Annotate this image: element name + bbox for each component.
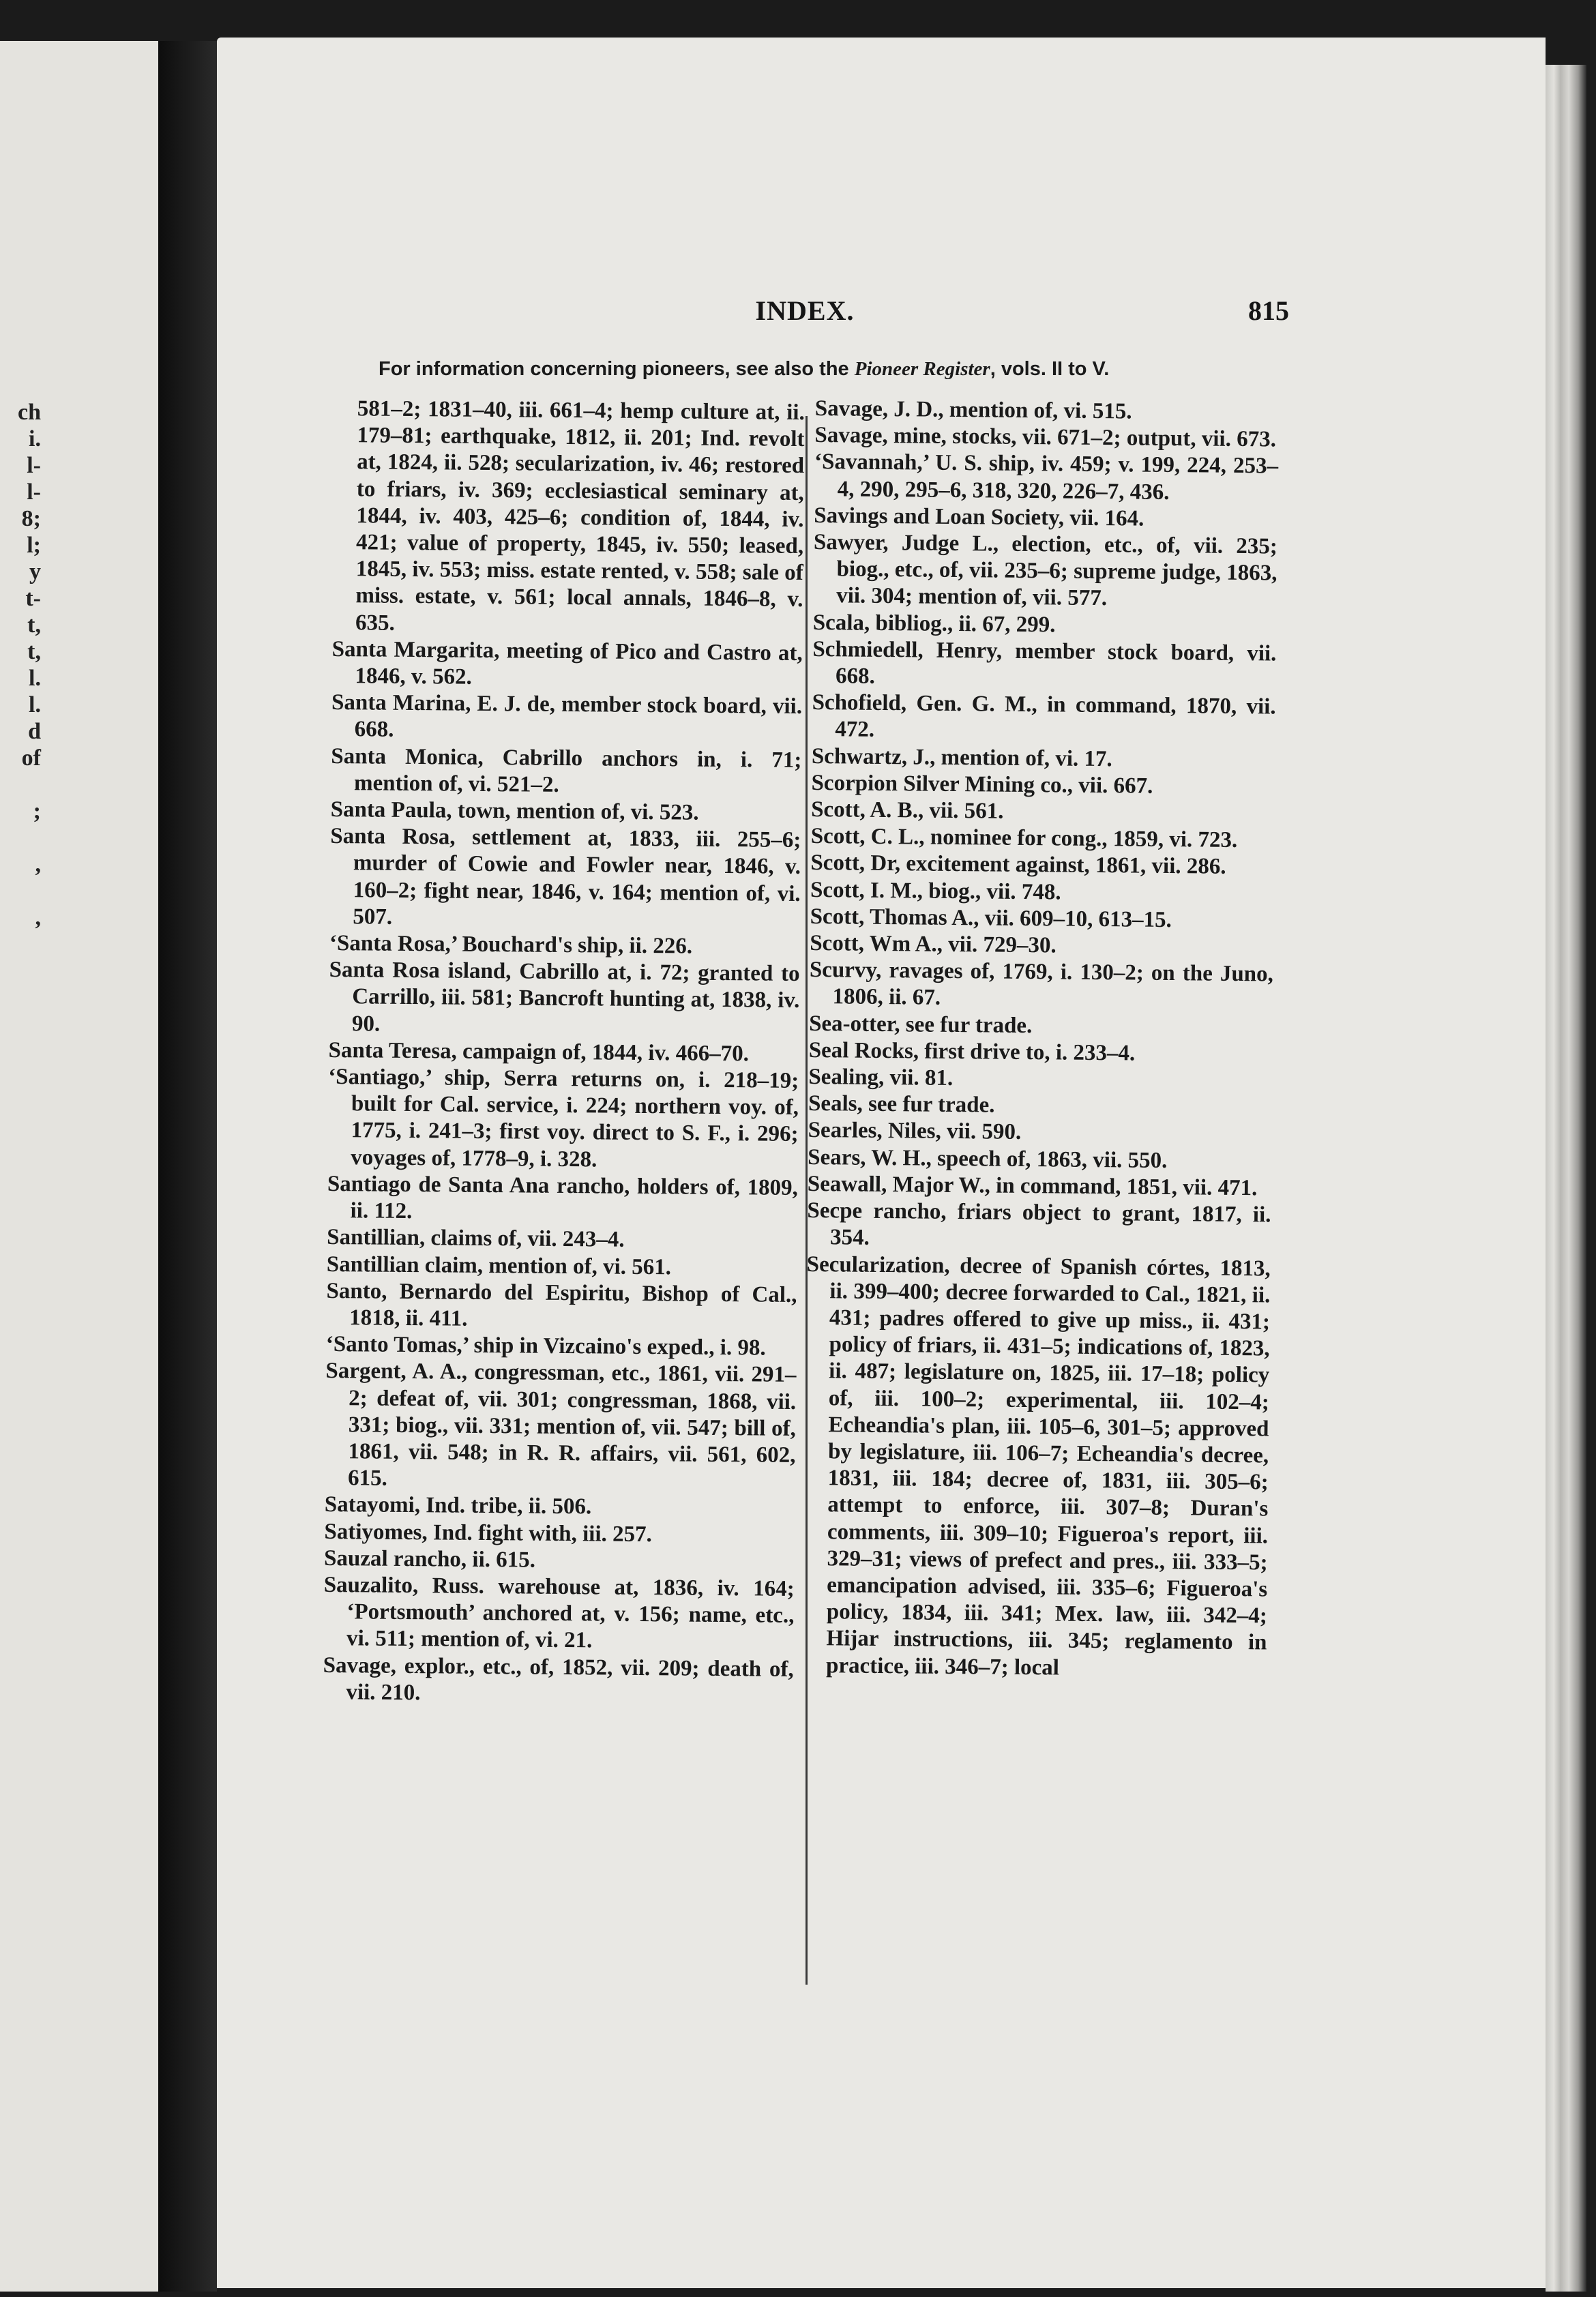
left-fragment: l- [27, 479, 41, 505]
page-title: INDEX. [755, 295, 855, 326]
index-entry: Sawyer, Judge L., election, etc., of, vii. 235; biog., etc., of, vii. 235–6; supreme judge, 1863, vii. 304; mention of, vii. 577. [813, 530, 1278, 611]
index-entry: Sea-otter, see fur trade. [808, 1011, 1033, 1038]
index-entry: Santo, Bernardo del Espiritu, Bishop of Cal., 1818, ii. 411. [326, 1278, 797, 1331]
page-edge [1546, 65, 1586, 2292]
left-fragment: i. [29, 426, 41, 451]
notice-suffix: , vols. II to V. [990, 358, 1110, 380]
index-entry: Scott, I. M., biog., vii. 748. [810, 877, 1061, 905]
index-entry: Santa Monica, Cabrillo anchors in, i. 71; mention of, vi. 521–2. [331, 743, 802, 797]
index-column-right [803, 396, 1279, 1683]
left-fragment: l; [27, 533, 41, 558]
index-entry: Sargent, A. A., congressman, etc., 1861, vii. 291–2; defeat of, vii. 301; congressman, 1868, vii. 331; biog., vii. 331; mention of, vii. 547; bill of, 1861, vii. 548; in R. R. affairs, vii. 561, 602, 615. [325, 1359, 797, 1491]
index-entry: Seal Rocks, first drive to, i. 233–4. [808, 1037, 1136, 1066]
index-entry: Savage, J. D., mention of, vi. 515. [814, 396, 1132, 424]
index-column-left [323, 396, 805, 1710]
index-entry: Scott, Thomas A., vii. 609–10, 613–15. [810, 904, 1172, 932]
index-entry: Scott, Wm A., vii. 729–30. [810, 931, 1056, 958]
index-entry: Santa Rosa, settlement at, 1833, iii. 255–6; murder of Cowie and Fowler near, 1846, v. 160–2; fight near, 1846, v. 164; mention of, vi. 507. [330, 824, 801, 930]
index-entry: Scala, bibliog., ii. 67, 299. [812, 610, 1056, 638]
left-fragment: l- [27, 453, 41, 478]
left-fragment: d [28, 719, 41, 744]
index-entry: Satayomi, Ind. tribe, ii. 506. [324, 1492, 592, 1520]
index-entry: Santillian, claims of, vii. 243–4. [327, 1225, 625, 1253]
pioneer-register-notice [379, 358, 1265, 381]
index-entry: Savings and Loan Society, vii. 164. [814, 503, 1144, 531]
index-entry: Scorpion Silver Mining co., vii. 667. [811, 770, 1153, 799]
index-entry: Santiago de Santa Ana rancho, holders of, 1809, ii. 112. [327, 1171, 799, 1224]
index-entry: Santa Teresa, campaign of, 1844, iv. 466–70. [328, 1037, 750, 1067]
left-fragment: , [35, 905, 41, 930]
notice-prefix: For information concerning pioneers, see also the [379, 358, 855, 380]
index-entry: 581–2; 1831–40, iii. 661–4; hemp culture at, ii. 179–81; earthquake, 1812, ii. 201; Ind. revolt at, 1824, ii. 528; secularization, iv. 46; restored to friars, iv. 369; ecclesiastical seminary at, 1844, iv. 403, 425–6; condition of, 1844, iv. 421; value of property, 1845, iv. 550; leased, 1845, iv. 553; miss. estate rented, v. 558; sale of miss. estate, v. 561; local annals, 1846–8, v. 635. [355, 396, 805, 636]
index-entry: Seawall, Major W., in command, 1851, vii. 471. [807, 1171, 1258, 1201]
index-entry: Santillian claim, mention of, vi. 561. [326, 1251, 672, 1279]
index-entry: ‘Santiago,’ ship, Serra returns on, i. 218–19; built for Cal. service, i. 224; northern voy. of, 1775, i. 241–3; first voy. direct to S. F., i. 296; voyages of, 1778–9, i. 328. [328, 1065, 799, 1172]
left-fragment: , [35, 852, 41, 877]
left-page-sliver [0, 41, 158, 2292]
index-entry: Savage, explor., etc., of, 1852, vii. 209; death of, vii. 210. [323, 1653, 794, 1705]
index-entry: Scott, C. L., nominee for cong., 1859, vi. 723. [810, 824, 1238, 853]
index-entry: Scott, Dr, excitement against, 1861, vii. 286. [810, 850, 1226, 880]
index-entry: Santa Margarita, meeting of Pico and Castro at, 1846, v. 562. [331, 636, 803, 690]
index-entry: Secpe rancho, friars object to grant, 1817, ii. 354. [807, 1198, 1271, 1251]
index-entry: Sears, W. H., speech of, 1863, vii. 550. [808, 1144, 1168, 1173]
page-number: 815 [1248, 295, 1289, 326]
index-entry: Schwartz, J., mention of, vi. 17. [811, 743, 1112, 771]
index-entry: Searles, Niles, vii. 590. [808, 1118, 1022, 1145]
gutter-shadow [158, 41, 217, 2292]
left-fragment: ; [33, 799, 41, 824]
left-fragment: of [21, 745, 41, 771]
notice-italic: Pioneer Register [854, 358, 990, 380]
index-entry: Schmiedell, Henry, member stock board, vii. 668. [812, 636, 1277, 689]
left-fragment: t, [27, 612, 41, 638]
index-entry: Scurvy, ravages of, 1769, i. 130–2; on the Juno, 1806, ii. 67. [809, 958, 1274, 1011]
index-entry: Santa Paula, town, mention of, vi. 523. [330, 797, 699, 825]
index-entry: ‘Santa Rosa,’ Bouchard's ship, ii. 226. [329, 931, 693, 959]
index-entry: Seals, see fur trade. [808, 1091, 995, 1118]
index-entry: Secularization, decree of Spanish córtes, 1813, ii. 399–400; decree forwarded to Cal., 1821, ii. 431; padres offered to give up miss., ii. 431; policy of friars, ii. 431–5; indications of, 1823, ii. 487; legislature on, 1825, iii. 17–18; policy of, iii. 100–2; experimental, iii. 102–4; Echeandia's plan, iii. 105–6, 301–5; approved by legislature, iii. 106–7; Echeandia's decree, 1831, iii. 184; decree of, 1831, iii. 305–6; attempt to enforce, iii. 307–8; Duran's comments, iii. 309–10; Figueroa's report, iii. 329–31; views of prefect and pres., iii. 333–5; emancipation advised, iii. 335–6; Figueroa's policy, 1834, iii. 341; Mex. law, iii. 342–4; Hijar instructions, iii. 345; reglamento in practice, iii. 346–7; local [806, 1251, 1271, 1680]
left-fragment: l. [29, 666, 41, 691]
index-entry: Sauzal rancho, ii. 615. [323, 1545, 536, 1573]
index-entry: Savage, mine, stocks, vii. 671–2; output, vii. 673. [814, 423, 1277, 452]
left-fragment: 8; [21, 506, 41, 531]
index-entry: Sealing, vii. 81. [808, 1065, 954, 1091]
index-entry: Santa Marina, E. J. de, member stock board, vii. 668. [331, 690, 803, 743]
index-entry: Santa Rosa island, Cabrillo at, i. 72; granted to Carrillo, iii. 581; Bancroft hunting at, 1838, iv. 90. [329, 958, 800, 1037]
index-entry: ‘Savannah,’ U. S. ship, iv. 459; v. 199, 224, 253–4, 290, 295–6, 318, 320, 226–7, 436. [814, 449, 1279, 505]
index-entry: ‘Santo Tomas,’ ship in Vizcaino's exped., i. 98. [325, 1332, 766, 1361]
left-fragment: y [29, 559, 41, 584]
left-fragment: ch [18, 400, 41, 425]
left-fragment: l. [29, 692, 41, 717]
left-fragment: t, [27, 639, 41, 664]
index-entry: Schofield, Gen. G. M., in command, 1870, vii. 472. [812, 690, 1276, 743]
index-entry: Satiyomes, Ind. fight with, iii. 257. [324, 1519, 652, 1547]
left-fragment: t- [25, 586, 41, 611]
index-entry: Sauzalito, Russ. warehouse at, 1836, iv. 164; ‘Portsmouth’ anchored at, v. 156; name, etc., vi. 511; mention of, vi. 21. [323, 1572, 795, 1653]
index-entry: Scott, A. B., vii. 561. [811, 797, 1004, 824]
